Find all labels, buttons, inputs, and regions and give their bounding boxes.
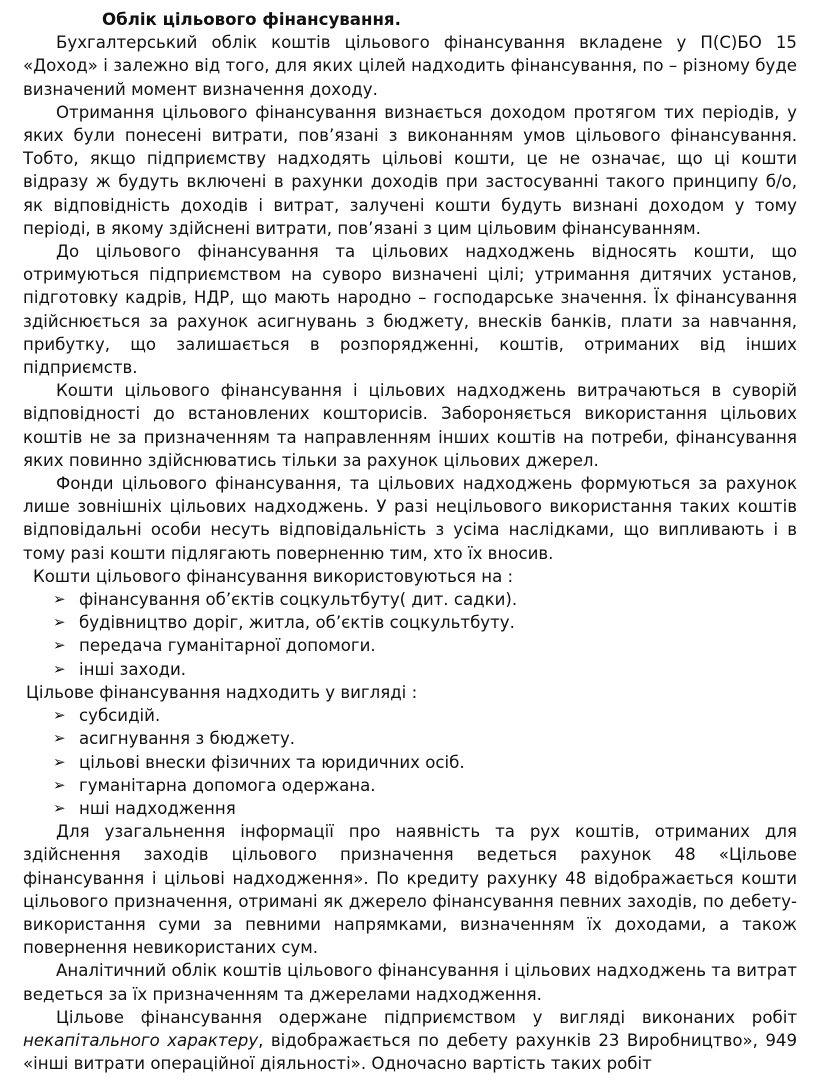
arrow-bullet-icon: ➢ — [53, 798, 66, 817]
list-item: ➢ гуманітарна допомога одержана. — [53, 774, 797, 797]
list-item: ➢ фінансування об’єктів соцкультбуту( дит. садки). — [53, 588, 797, 611]
paragraph-intro: Бухгалтерський облік коштів цільового фінансування вкладене у П(С)БО 15 «Доход» і залежно від того, для яких цілей надходить фінансування, по – різному буде визначений момент визначення доходу. — [23, 33, 797, 99]
paragraph-recognition: Отримання цільового фінансування визнається доходом протягом тих періодів, у яких були понесені витрати, пов’язані з виконанням умов цільового фінансування. Тобто, якщо підприємству надходять цільові кошти, це не означає, що ці кошти відразу ж будуть включені в рахунки доходів при застосуванні такого принципу б/о, як відповідність доходів і витрат, залучені кошти будуть визнані доходом у тому періоді, в якому здійснені витрати, пов’язані з цим цільовим фінансуванням. — [23, 102, 797, 238]
arrow-bullet-icon: ➢ — [53, 729, 66, 748]
paragraph-sources: До цільового фінансування та цільових надходжень відносять кошти, що отримуються підприємством на суворо визначені цілі; утримання дитячих установ, підготовку кадрів, НДР, що мають народно – господарське значення. Їх фінансування здійснюється за рахунок асигнувань з бюджету, внесків банків, плати за навчання, прибутку, що залишається в розпорядженні, коштів, отриманих від інших підприємств. — [23, 242, 797, 378]
list-item: ➢ будівництво доріг, житла, об’єктів соцкультбуту. — [53, 611, 797, 634]
usage-intro: Кошти цільового фінансування використовуються на : — [33, 566, 514, 586]
paragraph-analytic: Аналітичний облік коштів цільового фінансування і цільових надходжень та витрат ведеться за їх призначенням та джерелами надходження. — [23, 961, 797, 1004]
forms-intro: Цільове фінансування надходить у вигляді : — [26, 682, 418, 702]
paragraph-spending: Кошти цільового фінансування і цільових надходжень витрачаються в суворій відповідності до встановлених кошторисів. Забороняється використання цільових коштів не за призначенням та направленням інших коштів на потреби, фінансування яких повинно здійснюватись тільки за рахунок цільових джерел. — [23, 381, 797, 470]
arrow-bullet-icon: ➢ — [53, 706, 66, 725]
arrow-bullet-icon: ➢ — [53, 613, 66, 632]
document-title: Облік цільового фінансування. — [102, 10, 401, 29]
arrow-bullet-icon: ➢ — [53, 636, 66, 655]
list-item: ➢ нші надходження — [53, 797, 797, 820]
arrow-bullet-icon: ➢ — [53, 775, 66, 794]
paragraph-account-48: Для узагальнення інформації про наявність та рух коштів, отриманих для здійснення заходів цільового призначення ведеться рахунок 48 «Цільове фінансування і цільові надходження». По кредиту рахунку 48 відображається кошти цільового призначення, отримані як джерело фінансування певних заходів, по дебету- використання суми за певними напрямками, визначенням їх доходами, а також повернення невикористаних сум. — [23, 822, 797, 958]
arrow-bullet-icon: ➢ — [53, 752, 66, 771]
list-item: ➢ субсидій. — [53, 704, 797, 727]
usage-list — [23, 588, 797, 681]
list-item: ➢ інші заходи. — [53, 658, 797, 681]
arrow-bullet-icon: ➢ — [53, 590, 66, 609]
list-item: ➢ асигнування з бюджету. — [53, 727, 797, 750]
italic-phrase: некапітального характеру — [23, 1030, 259, 1050]
list-item: ➢ передача гуманітарної допомоги. — [53, 634, 797, 657]
list-item: ➢ цільові внески фізичних та юридичних осіб. — [53, 751, 797, 774]
forms-list — [23, 704, 797, 820]
arrow-bullet-icon: ➢ — [53, 659, 66, 678]
paragraph-noncapital: Цільове фінансування одержане підприємством у вигляді виконаних робіт некапітального характеру, відображається по дебету рахунків 23 Виробництво», 949 «інші витрати операційної діяльності». Одночасно вартість таких робіт — [23, 1007, 797, 1074]
paragraph-funds: Фонди цільового фінансування, та цільових надходжень формуються за рахунок лише зовнішніх цільових надходжень. У разі нецільового використання таких коштів відповідальні особи несуть відповідальність з усіма наслідками, що випливають і в тому разі кошти підлягають поверненню тим, хто їх вносив. — [23, 474, 797, 563]
